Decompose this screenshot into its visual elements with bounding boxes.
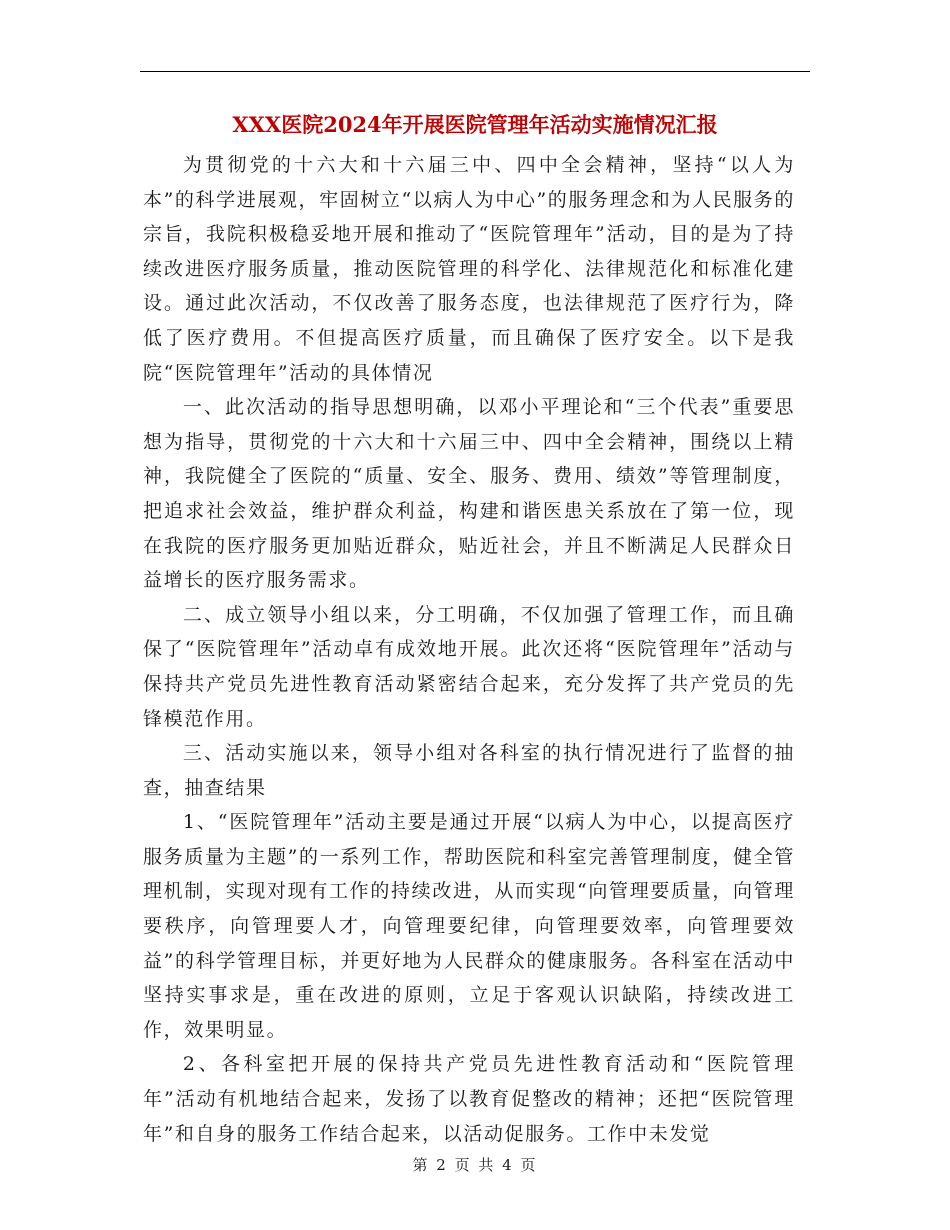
paragraph-section-2: 二、成立领导小组以来，分工明确，不仅加强了管理工作，而且确保了“医院管理年”活动卓有成效地开展。此次还将“医院管理年”活动与保持共产党员先进性教育活动紧密结合起来，充分发挥了共产党员的先锋模范作用。 bbox=[143, 603, 795, 730]
header-rule bbox=[140, 71, 810, 72]
document-body bbox=[143, 148, 795, 1151]
paragraph-section-3: 三、活动实施以来，领导小组对各科室的执行情况进行了监督的抽查，抽查结果 bbox=[143, 742, 795, 799]
paragraph-item-2: 2、各科室把开展的保持共产党员先进性教育活动和“医院管理年”活动有机地结合起来，发扬了以教育促整改的精神；还把“医院管理年”和自身的服务工作结合起来，以活动促服务。工作中未发觉 bbox=[143, 1053, 795, 1145]
paragraph-item-1: 1、“医院管理年”活动主要是通过开展“以病人为中心，以提高医疗服务质量为主题”的一系列工作，帮助医院和科室完善管理制度，健全管理机制，实现对现有工作的持续改进，从而实现“向管理要质量，向管理要秩序，向管理要人才，向管理要纪律，向管理要效率，向管理要效益”的科学管理目标，并更好地为人民群众的健康服务。各科室在活动中坚持实事求是，重在改进的原则，立足于客观认识缺陷，持续改进工作，效果明显。 bbox=[143, 811, 795, 1041]
document-title: XXX医院2024年开展医院管理年活动实施情况汇报 bbox=[232, 112, 718, 137]
paragraph-section-1: 一、此次活动的指导思想明确，以邓小平理论和“三个代表”重要思想为指导，贯彻党的十六大和十六届三中、四中全会精神，围绕以上精神，我院健全了医院的“质量、安全、服务、费用、绩效”等管理制度，把追求社会效益，维护群众利益，构建和谐医患关系放在了第一位，现在我院的医疗服务更加贴近群众，贴近社会，并且不断满足人民群众日益增长的医疗服务需求。 bbox=[143, 396, 795, 592]
page-number: 第 2 页 共 4 页 bbox=[412, 1156, 538, 1174]
paragraph-intro: 为贯彻党的十六大和十六届三中、四中全会精神，坚持“以人为本”的科学进展观，牢固树立“以病人为中心”的服务理念和为人民服务的宗旨，我院积极稳妥地开展和推动了“医院管理年”活动，目的是为了持续改进医疗服务质量，推动医院管理的科学化、法律规范化和标准化建设。通过此次活动，不仅改善了服务态度，也法律规范了医疗行为，降低了医疗费用。不但提高医疗质量，而且确保了医疗安全。以下是我院“医院管理年”活动的具体情况 bbox=[143, 154, 795, 384]
